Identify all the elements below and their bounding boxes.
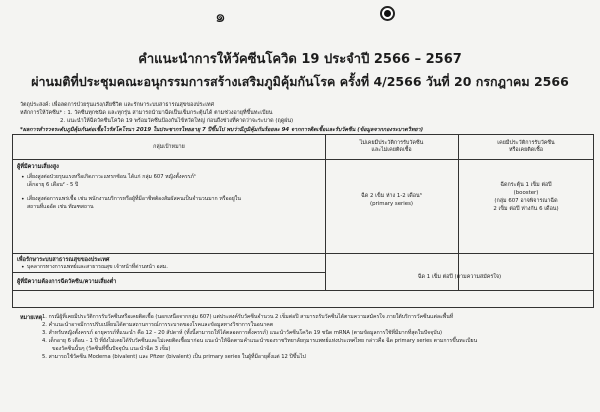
note-item: 2. คำแนะนำอาจมีการปรับเปลี่ยนได้ตามสถานการณ์การระบาดของโรคและข้อมูลทางวิชาการในอนาคต [42,322,274,328]
low-risk-dose-cell: ฉีด 1 เข็ม ต่อปี (ตามความสมัครใจ) [417,274,502,280]
notes-label: หมายเหตุ [20,315,43,321]
principle-1-text: หลักการให้วัคซีน* : 1. วัคซีนทุกชนิด และทุกรุ่น สามารถนำมาฉีดเป็นเข็มกระตุ้นได้ ตามช่วงอายุที่ขึ้นทะเบียน [20,110,273,116]
group-high-risk-bullet-2: • เสี่ยงสูงต่อการแพร่เชื้อ เช่น พนักงานบริการหรือผู้ที่มีอาชีพต้องสัมผัสคนเป็นจำนวนมาก หรืออยู่ใน สถานที่แออัด เช่น ทัณฑสถาน [27,196,241,211]
principle-2-text: 2. แนะนำให้ฉีดวัคซีนโควิด 19 พร้อมวัคซีนป้องกันไข้หวัดใหญ่ ก่อนถึงช่วงที่คาดว่าจะระบาด (ฤดูฝน) [60,118,294,124]
group-high-risk-bullet-1: • เสี่ยงสูงต่อป่วยรุนแรงหรือเกิดภาวะแทรกซ้อน ได้แก่ กลุ่ม 607 หญิงตั้งครรภ์¹ เด็กอายุ 6 เดือน² - 5 ปี [27,174,196,189]
note-item: 4. เด็กอายุ 6 เดือน - 1 ปี ที่ยังไม่เคยได้รับวัคซีนและไม่เคยติดเชื้อมาก่อน แนะนำให้ฉีดตามคำแนะนำของราชวิทยาลัยกุมารแพทย์แห่งประเทศไทย กล่าวคือ ฉีด primary series ตามการขึ้นทะเบียน [42,338,478,344]
primary-series-cell: ฉีด 2 เข็ม ห่าง 1-2 เดือน³ (primary series) [361,193,422,207]
note-item: 1. กรณีผู้ที่เคยมีประวัติการรับวัคซีนหรือเคยติดเชื้อ (นอกเหนือจากกลุ่ม 607) แต่ประสงค์รับวัคซีนจำนวน 2 เข็มต่อปี สามารถรับวัคซีนได้ตามความสมัครใจ ภายใต้บริการวัคซีนแต่ละพื้นที่ [42,314,454,320]
booster-cell: ฉีดกระตุ้น 1 เข็ม ต่อปี (booster) (กลุ่ม 607 อาจพิจารณาฉีด 2 เข็ม ต่อปี ห่างกัน 6 เดือน) [493,182,559,212]
document-title: คำแนะนำการให้วัคซีนโควิด 19 ประจำปี 2566 – 2567 [138,52,462,67]
note-item: 3. สำหรับหญิงตั้งครรภ์ อายุครรภ์ที่แนะนำ คือ 12 – 20 สัปดาห์ (ทั้งนี้สามารถให้ได้ตลอดการตั้งครรภ์) แนะนำวัคซีนโควิด 19 ชนิด mRNA (ตามข้อมูลการใช้ที่มีมากที่สุดในปัจจุบัน) [42,330,443,336]
note-item: 5. สามารถใช้วัคซีน Moderna (bivalent) และ Pfizer (bivalent) เป็น primary series ในผู้ที่มีอายุตั้งแต่ 12 ปีขึ้นไป [42,354,306,360]
vaccine-recommendation-table [12,134,594,308]
group-public-health-title: เพื่อรักษาระบบสาธารณสุขของประเทศ [17,257,110,263]
document-subtitle: ผ่านมติที่ประชุมคณะอนุกรรมการสร้างเสริมภูมิคุ้มกันโรค ครั้งที่ 4/2566 วันที่ 20 กรกฎาคม 2566 [31,74,569,89]
group-low-risk-title: ผู้ที่มีความต้องการฉีดวัคซีน/ความเสี่ยงต่ำ [17,279,117,285]
objective-text: วัตถุประสงค์: เพื่อลดการป่วยรุนแรง/เสียชีวิต และรักษาระบบสาธารณสุขของประเทศ [20,102,215,108]
principle-note: *ผลการสำรวจระดับภูมิคุ้มกันต่อเชื้อไวรัสโคโรนา 2019 ในประชากรไทยอายุ 7 ปีขึ้นไป พบว่ามีภูมิคุ้มกันร้อยละ 94 จากการติดเชื้อและรับวัคซีน (ข้อมูลจากกองระบาดวิทยา) [20,127,424,133]
page-number: ๑ [215,7,226,27]
group-public-health-bullet: • บุคลากรทางการแพทย์และสาธารณสุข เจ้าหน้าที่ด่านหน้า อสม. [27,264,168,272]
group-high-risk-title: ผู้ที่มีความเสี่ยงสูง [17,164,59,170]
note-item: ของวัคซีนนั้นๆ (วัคซีนที่ขึ้นปัจจุบัน แนะนำฉีด 3 เข็ม) [52,346,171,352]
header-has-history: เคยมีประวัติการรับวัคซีน หรือเคยติดเชื้อ [497,140,555,153]
header-no-history: ไม่เคยมีประวัติการรับวัคซีน และไม่เคยติดเชื้อ [359,140,424,153]
header-target-group: กลุ่มเป้าหมาย [153,143,185,150]
hole-punch-mark [380,6,395,21]
